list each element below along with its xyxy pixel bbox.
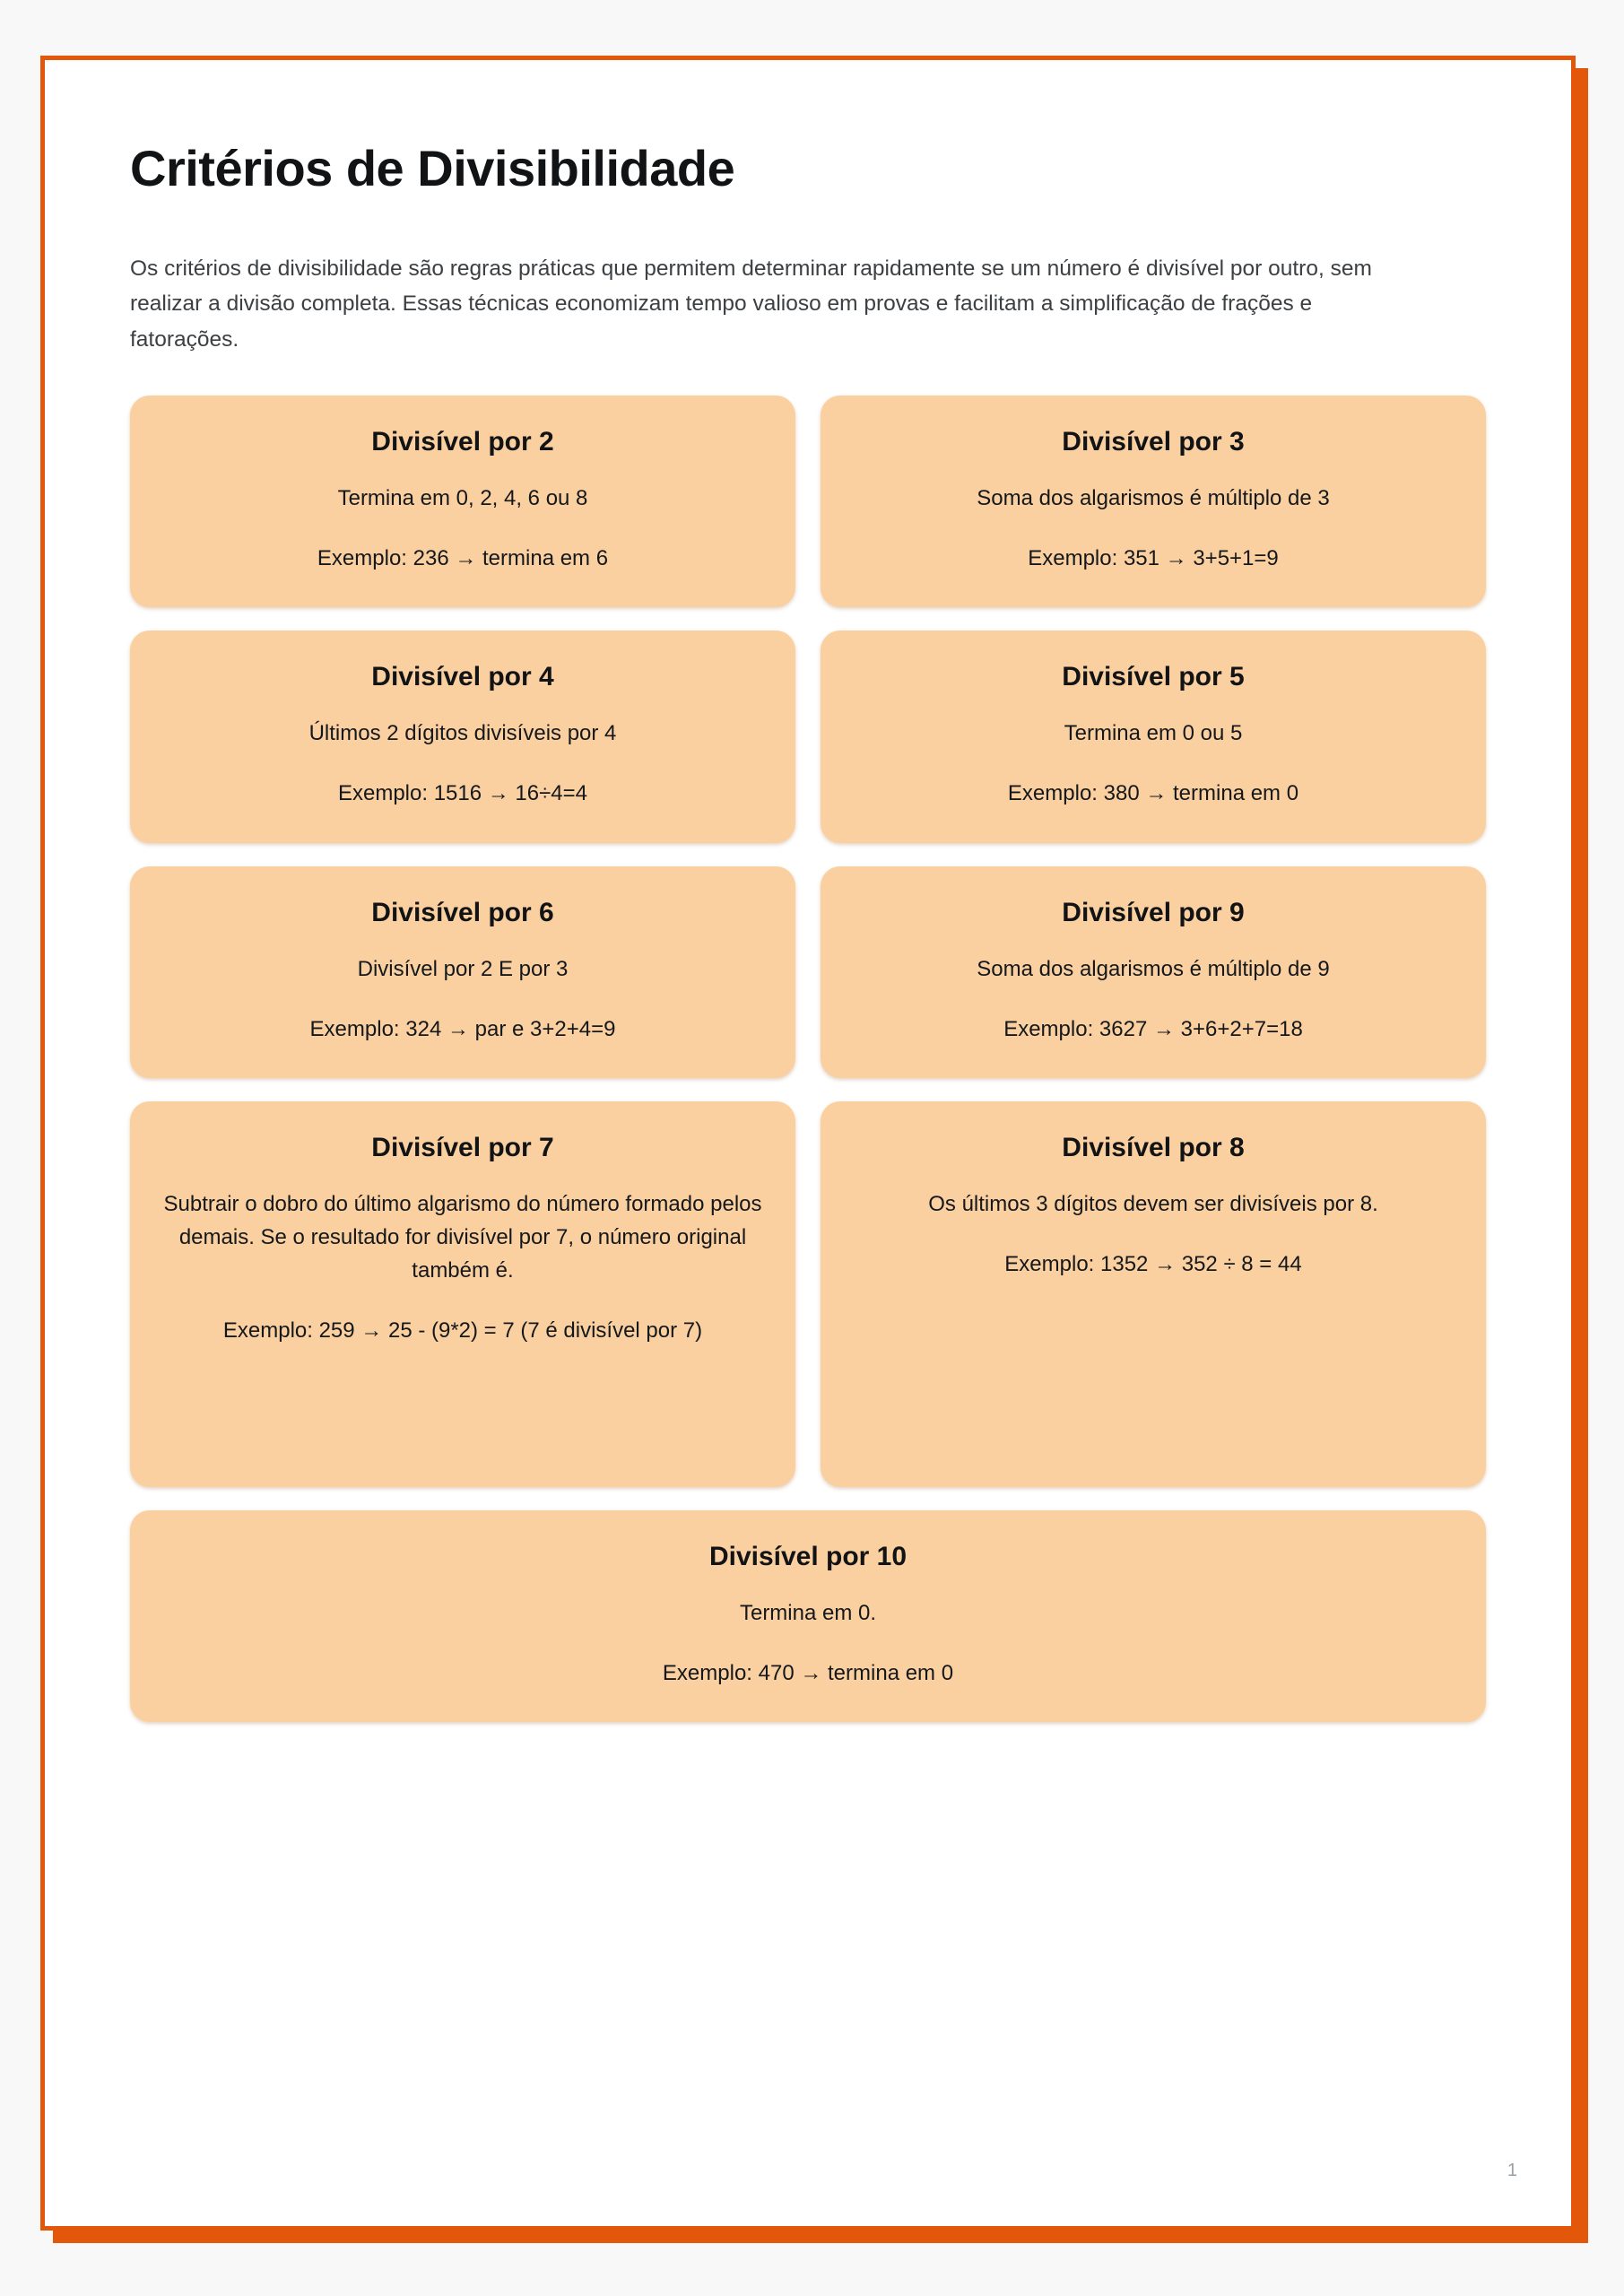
card-divisivel-por-3 xyxy=(821,396,1486,607)
card-example: Exemplo: 1352 → 352 ÷ 8 = 44 xyxy=(1004,1252,1302,1277)
card-rule: Subtrair o dobro do último algarismo do número formado pelos demais. Se o resultado for divisível por 7, o número original também é. xyxy=(163,1191,762,1283)
card-divisivel-por-7 xyxy=(130,1101,795,1487)
document-page xyxy=(40,56,1576,2231)
card-example: Exemplo: 470 → termina em 0 xyxy=(662,1661,954,1686)
card-rule: Últimos 2 dígitos divisíveis por 4 xyxy=(308,721,617,746)
divisibility-card-grid xyxy=(130,396,1486,1723)
page-sheet xyxy=(40,56,1576,2231)
card-example: Exemplo: 236 → termina em 6 xyxy=(317,545,609,570)
card-rule: Termina em 0, 2, 4, 6 ou 8 xyxy=(337,485,588,510)
card-example: Exemplo: 259 → 25 - (9*2) = 7 (7 é divisível por 7) xyxy=(222,1318,703,1344)
card-example: Exemplo: 380 → termina em 0 xyxy=(1007,781,1299,806)
card-rule: Soma dos algarismos é múltiplo de 3 xyxy=(977,485,1330,510)
card-rule: Termina em 0. xyxy=(739,1600,877,1625)
page-number: 1 xyxy=(1507,2161,1517,2180)
intro-paragraph: Os critérios de divisibilidade são regras práticas que permitem determinar rapidamente se um número é divisível por outro, sem realizar a divisão completa. Essas técnicas economizam tempo valioso em provas e facilitam a simplificação de frações e fatorações. xyxy=(130,256,1372,352)
card-example: Exemplo: 351 → 3+5+1=9 xyxy=(1028,545,1279,570)
card-example: Exemplo: 1516 → 16÷4=4 xyxy=(337,781,587,806)
card-title: Divisível por 5 xyxy=(1062,662,1245,692)
card-rule: Divisível por 2 E por 3 xyxy=(357,956,569,981)
card-title: Divisível por 4 xyxy=(371,662,554,692)
page-content xyxy=(45,60,1571,2226)
card-title: Divisível por 9 xyxy=(1062,897,1245,927)
card-divisivel-por-5 xyxy=(821,631,1486,842)
card-divisivel-por-2 xyxy=(130,396,795,607)
card-example: Exemplo: 3627 → 3+6+2+7=18 xyxy=(1003,1016,1303,1041)
card-divisivel-por-6 xyxy=(130,866,795,1078)
card-example: Exemplo: 324 → par e 3+2+4=9 xyxy=(309,1016,616,1041)
card-divisivel-por-10 xyxy=(130,1510,1486,1722)
card-divisivel-por-4 xyxy=(130,631,795,842)
card-divisivel-por-8 xyxy=(821,1101,1486,1487)
card-rule: Os últimos 3 dígitos devem ser divisíveis por 8. xyxy=(928,1191,1378,1216)
card-title: Divisível por 3 xyxy=(1062,426,1245,457)
page-title: Critérios de Divisibilidade xyxy=(130,140,735,196)
card-divisivel-por-9 xyxy=(821,866,1486,1078)
card-title: Divisível por 8 xyxy=(1062,1132,1245,1162)
card-title: Divisível por 10 xyxy=(708,1541,908,1571)
card-rule: Soma dos algarismos é múltiplo de 9 xyxy=(977,956,1330,981)
card-title: Divisível por 7 xyxy=(371,1132,554,1162)
card-title: Divisível por 6 xyxy=(371,897,554,927)
card-title: Divisível por 2 xyxy=(371,426,554,457)
card-rule: Termina em 0 ou 5 xyxy=(1064,721,1243,746)
